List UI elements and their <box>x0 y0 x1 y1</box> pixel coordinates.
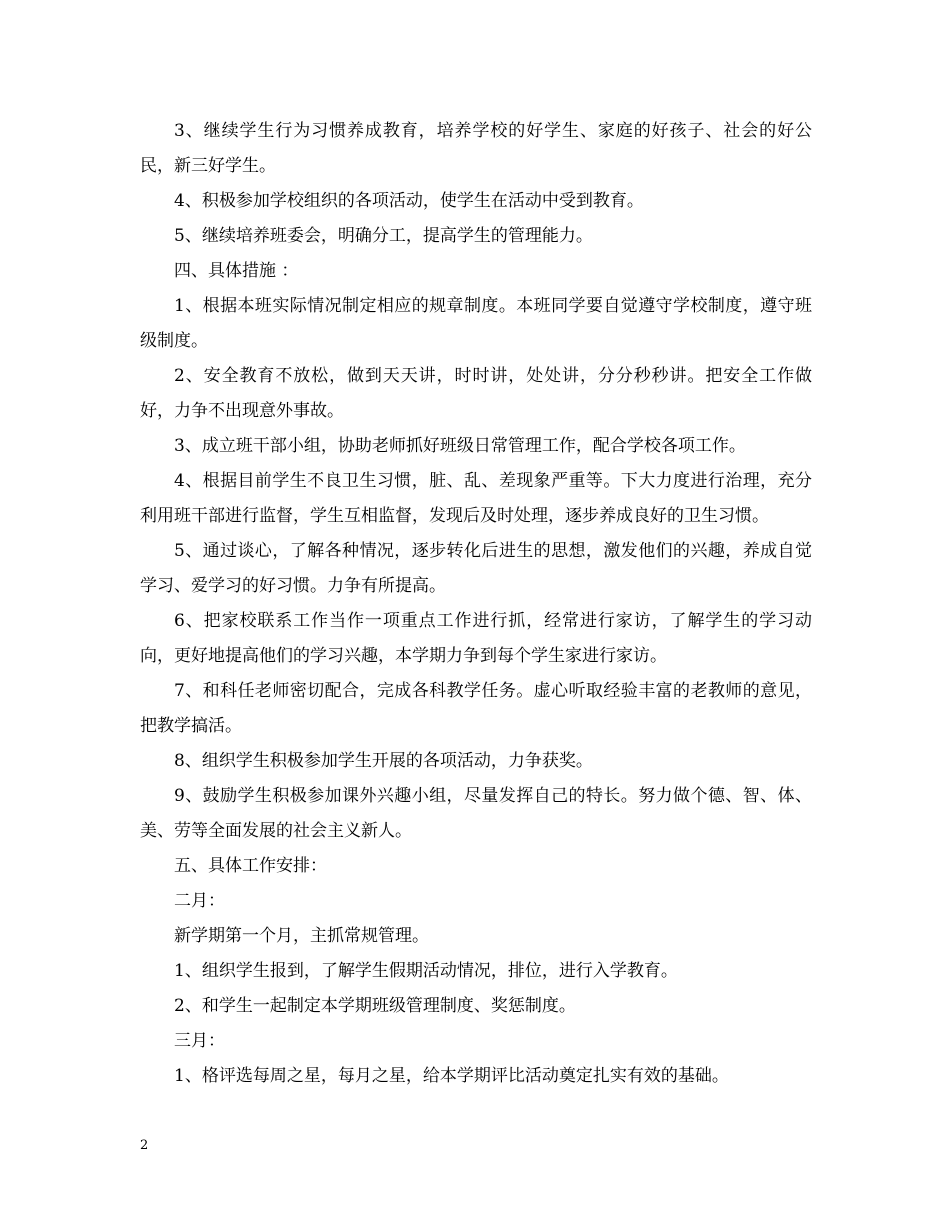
month-heading-march: 三月： <box>174 1031 225 1051</box>
month-heading-february: 二月： <box>174 891 225 911</box>
paragraph-3: 5、继续培养班委会，明确分工，提高学生的管理能力。 <box>174 226 593 246</box>
paragraph-6: 2、安全教育不放松，做到天天讲，时时讲，处处讲，分分秒秒讲。把安全工作做好，力争不出现意外事故。 <box>140 366 812 421</box>
paragraph-12: 8、组织学生积极参加学生开展的各项活动，力争获奖。 <box>174 751 593 771</box>
paragraph-5: 1、根据本班实际情况制定相应的规章制度。本班同学要自觉遵守学校制度，遵守班级制度。 <box>140 296 812 351</box>
section-heading-schedule: 五、具体工作安排： <box>174 856 327 876</box>
paragraph-13: 9、鼓励学生积极参加课外兴趣小组，尽量发挥自己的特长。努力做个德、智、体、美、劳等全面发展的社会主义新人。 <box>140 786 812 841</box>
paragraph-11: 7、和科任老师密切配合，完成各科教学任务。虚心听取经验丰富的老教师的意见，把教学搞活。 <box>140 681 812 736</box>
paragraph-7: 3、成立班干部小组，协助老师抓好班级日常管理工作，配合学校各项工作。 <box>174 436 746 456</box>
paragraph-1: 3、继续学生行为习惯养成教育，培养学校的好学生、家庭的好孩子、社会的好公民，新三好学生。 <box>140 121 812 176</box>
paragraph-18: 2、和学生一起制定本学期班级管理制度、奖惩制度。 <box>174 996 576 1016</box>
page-number: 2 <box>140 1138 149 1153</box>
document-body <box>140 114 812 1094</box>
paragraph-16: 新学期第一个月，主抓常规管理。 <box>174 926 429 946</box>
paragraph-10: 6、把家校联系工作当作一项重点工作进行抓，经常进行家访，了解学生的学习动向，更好地提高他们的学习兴趣，本学期力争到每个学生家进行家访。 <box>140 611 812 666</box>
paragraph-9: 5、通过谈心，了解各种情况，逐步转化后进生的思想，激发他们的兴趣，养成自觉学习、爱学习的好习惯。力争有所提高。 <box>140 541 812 596</box>
paragraph-17: 1、组织学生报到，了解学生假期活动情况，排位，进行入学教育。 <box>174 961 678 981</box>
section-heading-measures: 四、具体措施 ： <box>174 261 299 281</box>
paragraph-8: 4、根据目前学生不良卫生习惯，脏、乱、差现象严重等。下大力度进行治理，充分利用班干部进行监督，学生互相监督，发现后及时处理，逐步养成良好的卫生习惯。 <box>140 471 812 526</box>
paragraph-20: 1、格评选每周之星，每月之星，给本学期评比活动奠定扎实有效的基础。 <box>174 1066 729 1086</box>
paragraph-2: 4、积极参加学校组织的各项活动，使学生在活动中受到教育。 <box>174 191 644 211</box>
